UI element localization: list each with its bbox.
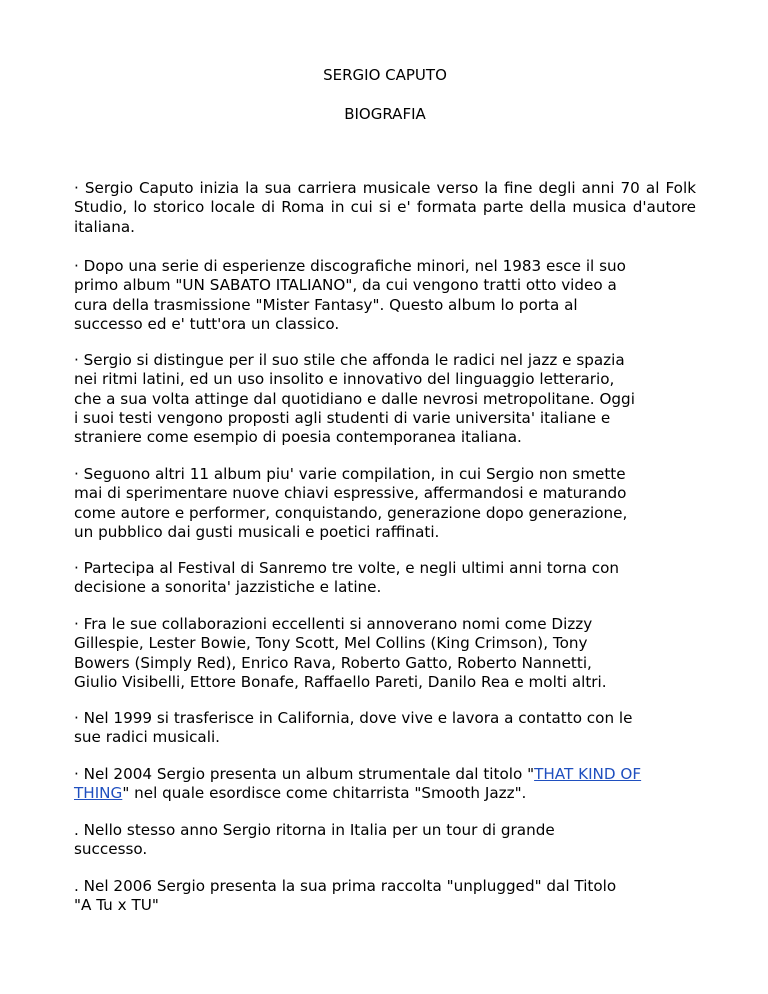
paragraph-2004-text-after: " nel quale esordisce come chitarrista "Smooth Jazz". [122, 784, 527, 803]
paragraph-first-album: · Dopo una serie di esperienze discografiche minori, nel 1983 esce il suo primo album "UN SABATO ITALIANO", da cui vengono tratti otto video a cura della trasmissione "Mister Fantasy". Questo album lo porta al successo ed e' tutt'ora un classico. [74, 257, 626, 333]
album-link-that-kind-of-thing[interactable]: THAT KIND OF THING [74, 765, 642, 803]
paragraph-2004-text-before: · Nel 2004 Sergio presenta un album strumentale dal titolo " [74, 765, 535, 783]
paragraph-italy-tour: . Nello stesso anno Sergio ritorna in Italia per un tour di grande successo. [74, 821, 555, 859]
paragraph-2006-unplugged: . Nel 2006 Sergio presenta la sua prima raccolta "unplugged" dal Titolo "A Tu x TU" [74, 877, 617, 915]
document-title: SERGIO CAPUTO [323, 66, 447, 84]
paragraph-2004-album [74, 765, 696, 804]
paragraph-career-start: · Sergio Caputo inizia la sua carriera musicale verso la fine degli anni 70 al Folk Studio, lo storico locale di Roma in cui si e' formata parte della musica d'autore italiana. [74, 179, 696, 236]
document-subtitle: BIOGRAFIA [344, 105, 426, 123]
paragraph-california: · Nel 1999 si trasferisce in California, dove vive e lavora a contatto con le sue radici musicali. [74, 709, 633, 747]
paragraph-sanremo: · Partecipa al Festival di Sanremo tre volte, e negli ultimi anni torna con decisione a sonorita' jazzistiche e latine. [74, 559, 620, 597]
paragraph-style: · Sergio si distingue per il suo stile che affonda le radici nel jazz e spazia nei ritmi latini, ed un uso insolito e innovativo del linguaggio letterario, che a sua volta attinge dal quotidiano e dalle nevrosi metropolitane. Oggi i suoi testi vengono proposti agli studenti di varie universita' italiane e straniere come esempio di poesia contemporanea italiana. [74, 351, 635, 447]
paragraph-albums: · Seguono altri 11 album piu' varie compilation, in cui Sergio non smette mai di sperimentare nuove chiavi espressive, affermandosi e maturando come autore e performer, conquistando, generazione dopo generazione, un pubblico dai gusti musicali e poetici raffinati. [74, 465, 628, 541]
paragraph-collaborations: · Fra le sue collaborazioni eccellenti si annoverano nomi come Dizzy Gillespie, Lester Bowie, Tony Scott, Mel Collins (King Crimson), Tony Bowers (Simply Red), Enrico Rava, Roberto Gatto, Roberto Nannetti, Giulio Visibelli, Ettore Bonafe, Raffaello Pareti, Danilo Rea e molti altri. [74, 615, 607, 691]
